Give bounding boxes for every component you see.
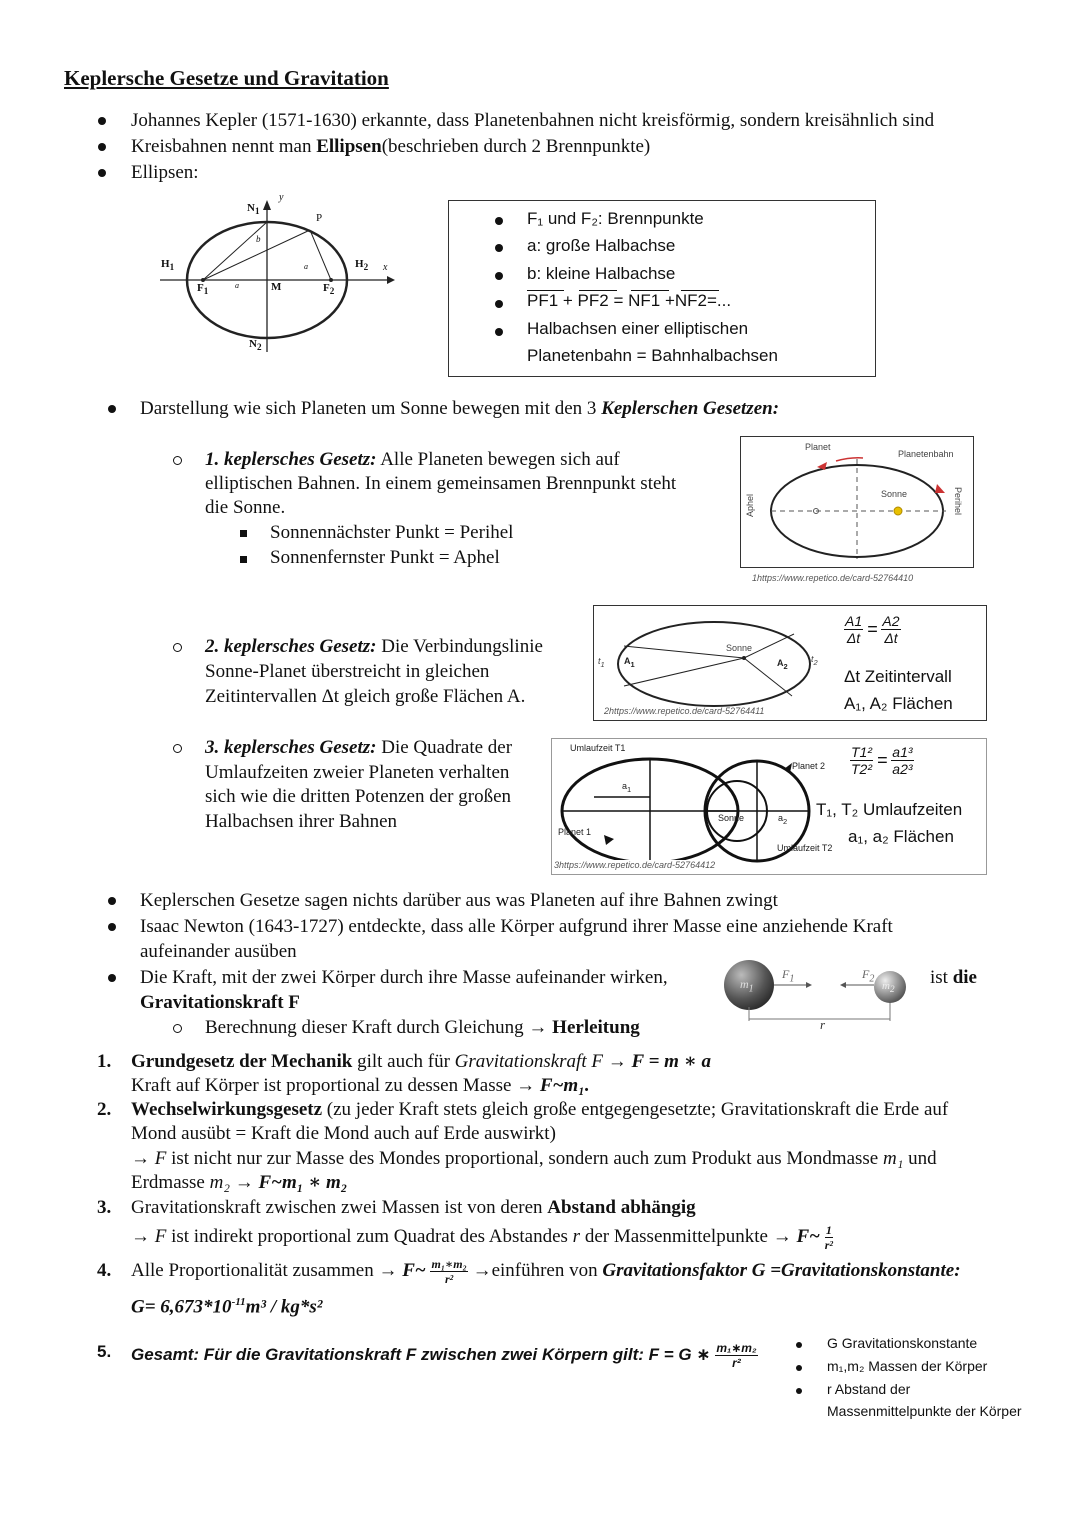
umlaufzeit-t1-label: Umlaufzeit T1	[570, 743, 626, 753]
a2-label: $A_2$	[777, 658, 788, 671]
newton-bullet-3-tail: ist die	[930, 967, 977, 988]
legend-r-2: Massenmittelpunkte der Körper	[827, 1403, 1022, 1419]
item1-line2: Kraft auf Körper ist proportional zu dessen Masse → F~m₁.	[131, 1075, 590, 1096]
law3-line1: 3. keplersches Gesetz: Die Quadrate der	[205, 737, 513, 758]
item2-line2: Mond ausübt = Kraft die Mond auch auf Erde auswirkt)	[131, 1123, 556, 1144]
law2-box	[593, 605, 987, 721]
source-3: 3https://www.repetico.de/card-52764412	[554, 860, 716, 870]
law3-line2: Umlaufzeiten zweier Planeten verhalten	[205, 762, 510, 783]
a1-label: $a_1$	[622, 781, 632, 794]
item2-line4: Erdmasse m₂ → F~m₁ ∗ m₂	[131, 1172, 348, 1193]
ellipse-info-4: PF1 + PF2 = NF1 +NF2=...	[527, 291, 732, 310]
perihel-line: Sonnennächster Punkt = Perihel	[270, 522, 514, 543]
legend-r-1: r Abstand der	[827, 1381, 911, 1397]
bullet	[495, 272, 503, 280]
legend-masses: m₁,m₂ Massen der Körper	[827, 1358, 988, 1374]
intro-bullet-1: Johannes Kepler (1571-1630) erkannte, dass Planetenbahnen nicht kreisförmig, sondern kreisähnlich sind	[131, 110, 935, 131]
page-title: Keplersche Gesetze und Gravitation	[64, 66, 389, 90]
square-bullet	[240, 530, 247, 537]
law3-box	[551, 738, 987, 875]
g-constant-value: $G= 6,673*10^{-11}m^3 / kg*s^2$	[131, 1296, 323, 1318]
a1-label: $A_1$	[624, 656, 635, 669]
source-1: 1https://www.repetico.de/card-52764410	[752, 573, 914, 583]
newton-bullet-3a: Die Kraft, mit der zwei Körper durch ihre Masse aufeinander wirken,	[140, 967, 668, 988]
law3-legend-1: T₁, T₂ Umlaufzeiten	[816, 800, 963, 819]
law2-line2: Sonne-Planet überstreicht in gleichen	[205, 661, 490, 682]
law1-line2: elliptischen Bahnen. In einem gemeinsamen Brennpunkt steht	[205, 473, 677, 494]
square-bullet	[240, 556, 247, 563]
law2-line3: Zeitintervallen Δt gleich große Flächen A.	[205, 686, 526, 707]
darstellung-line: Darstellung wie sich Planeten um Sonne bewegen mit den 3 Keplerschen Gesetzen:	[140, 398, 780, 419]
bullet	[108, 405, 116, 413]
list-number-5: 5.	[97, 1342, 112, 1361]
overline-marks	[527, 290, 727, 291]
ellipse-info-5a: Halbachsen einer elliptischen	[527, 319, 749, 338]
label-m: M	[271, 281, 282, 293]
label-p: P	[316, 212, 323, 224]
law2-legend-2: A₁, A₂ Flächen	[844, 694, 953, 713]
bullet	[796, 1342, 802, 1348]
label-f1: $F_1$	[197, 282, 209, 297]
sub-bullet	[173, 643, 182, 652]
law1-image	[740, 436, 974, 568]
ellipse-info-2: a: große Halbachse	[527, 236, 676, 255]
aphel-line: Sonnenfernster Punkt = Aphel	[270, 547, 500, 568]
planet-label: Planet	[805, 442, 831, 452]
law2-legend-1: Δt Zeitintervall	[844, 667, 952, 686]
herleitung-line: Berechnung dieser Kraft durch Gleichung → Herleitung	[205, 1017, 640, 1038]
item5-line: Gesamt: Für die Gravitationskraft F zwischen zwei Körpern gilt: F = G ∗ $\frac{\text{m₁∗m₂}}{\text{r²}}$	[131, 1341, 757, 1370]
m1-label: $m_1$	[740, 977, 754, 995]
bullet	[98, 117, 106, 125]
newton-bullet-2a: Isaac Newton (1643-1727) entdeckte, dass alle Körper aufgrund ihrer Masse eine anziehende Kraft	[140, 916, 893, 937]
label-h2: $H_2$	[355, 258, 369, 273]
bullet	[108, 974, 116, 982]
source-2: 2https://www.repetico.de/card-52764411	[604, 706, 765, 716]
sonne-label: Sonne	[726, 643, 753, 653]
law3-line4: Halbachsen ihrer Bahnen	[205, 811, 398, 832]
sub-bullet	[173, 744, 182, 753]
label-b: b	[256, 234, 261, 244]
intro-bullet-3: Ellipsen:	[131, 162, 199, 183]
label-x: x	[383, 262, 388, 273]
list-number-3: 3.	[97, 1197, 112, 1218]
list-number-2: 2.	[97, 1099, 112, 1120]
bullet	[796, 1365, 802, 1371]
gravitationskraft-label: Gravitationskraft F	[140, 992, 300, 1013]
item2-line3: → F ist nicht nur zur Masse des Mondes proportional, sondern auch zum Produkt aus Mondmasse m₁ und	[131, 1148, 937, 1169]
intro-bullet-2: Kreisbahnen nennt man Ellipsen(beschrieben durch 2 Brennpunkte)	[131, 136, 651, 157]
label-n2: $N_2$	[249, 338, 262, 353]
bullet	[796, 1388, 802, 1394]
item3-line2: → F ist indirekt proportional zum Quadrat des Abstandes r der Massenmittelpunkte → F~ $\frac{1}{\text{r²}}$	[131, 1223, 833, 1253]
law1-line1: 1. keplersches Gesetz: Alle Planeten bewegen sich auf	[205, 449, 620, 470]
label-h1: $H_1$	[161, 258, 175, 273]
law3-formula: $\frac{\text{T1²}}{\text{T2²}}$ = $\frac{\text{a1³}}{\text{a2³}}$	[851, 744, 913, 777]
sonne-label: Sonne	[881, 489, 908, 499]
sub-bullet	[173, 456, 182, 465]
list-number-1: 1.	[97, 1051, 112, 1072]
bullet	[495, 300, 503, 308]
planet2-label: Planet 2	[792, 761, 826, 771]
masses-illustration	[722, 955, 922, 1035]
label-a-small: a	[304, 262, 308, 271]
sub-bullet	[173, 1024, 182, 1033]
label-f2: $F_2$	[323, 282, 335, 297]
ellipse-diagram	[155, 192, 400, 362]
bullet	[495, 244, 503, 252]
legend-g: G Gravitationskonstante	[827, 1335, 978, 1351]
label-n1: $N_1$	[247, 202, 260, 217]
aphel-label: Aphel	[745, 493, 755, 517]
perihel-label: Perihel	[953, 487, 963, 516]
bullet	[108, 923, 116, 931]
item4-line1: Alle Proportionalität zusammen → F~ $\frac{\text{m₁∗m₂}}{\text{r²}}$ →einführen von Gravitationsfaktor G =Gravitationskonstante:	[131, 1257, 961, 1287]
list-number-4: 4.	[97, 1260, 112, 1281]
umlaufzeit-t2-label: Umlaufzeit T2	[777, 843, 833, 853]
bullet	[98, 143, 106, 151]
r-label: r	[820, 1017, 826, 1032]
bullet	[495, 217, 503, 225]
t1-label: $t_1$	[598, 656, 605, 669]
item3-line1: Gravitationskraft zwischen zwei Massen ist von deren Abstand abhängig	[131, 1197, 696, 1218]
law2-line1: 2. keplersches Gesetz: Die Verbindungslinie	[205, 636, 543, 657]
label-y: y	[279, 192, 284, 203]
item1-line1: Grundgesetz der Mechanik gilt auch für Gravitationskraft F → F = m ∗ a	[131, 1051, 712, 1072]
a2-label: $a_2$	[778, 813, 788, 826]
bullet	[98, 169, 106, 177]
law2-formula: $\frac{A1}{\Delta t}$ = $\frac{A2}{\Delta t}$	[845, 613, 900, 646]
newton-bullet-1: Keplerschen Gesetze sagen nichts darüber aus was Planeten auf ihre Bahnen zwingt	[140, 890, 778, 911]
ellipse-info-1: F₁ und F₂: Brennpunkte	[527, 209, 704, 228]
ellipse-info-3: b: kleine Halbachse	[527, 264, 676, 283]
label-a: a	[235, 281, 239, 290]
bullet	[495, 328, 503, 336]
ellipse-info-5b: Planetenbahn = Bahnhalbachsen	[527, 346, 778, 365]
law3-line3: sich wie die dritten Potenzen der großen	[205, 786, 512, 807]
planetenbahn-label: Planetenbahn	[898, 449, 954, 459]
planet1-label: Planet 1	[558, 827, 592, 837]
m2-label: $m_2$	[882, 980, 895, 995]
f1-label: $F_1$	[782, 967, 795, 985]
law1-line3: die Sonne.	[205, 497, 286, 518]
newton-bullet-2b: aufeinander ausüben	[140, 941, 297, 962]
ellipse-info-box	[448, 200, 876, 377]
item2-line1: Wechselwirkungsgesetz (zu jeder Kraft stets gleich große entgegengesetzte; Gravitationskraft die Erde auf	[131, 1099, 949, 1120]
sonne-label: Sonne	[718, 813, 745, 823]
t2-label: $t_2$	[811, 654, 818, 667]
law3-legend-2: a₁, a₂ Flächen	[848, 827, 954, 846]
bullet	[108, 897, 116, 905]
f2-label: $F_2$	[862, 967, 875, 985]
